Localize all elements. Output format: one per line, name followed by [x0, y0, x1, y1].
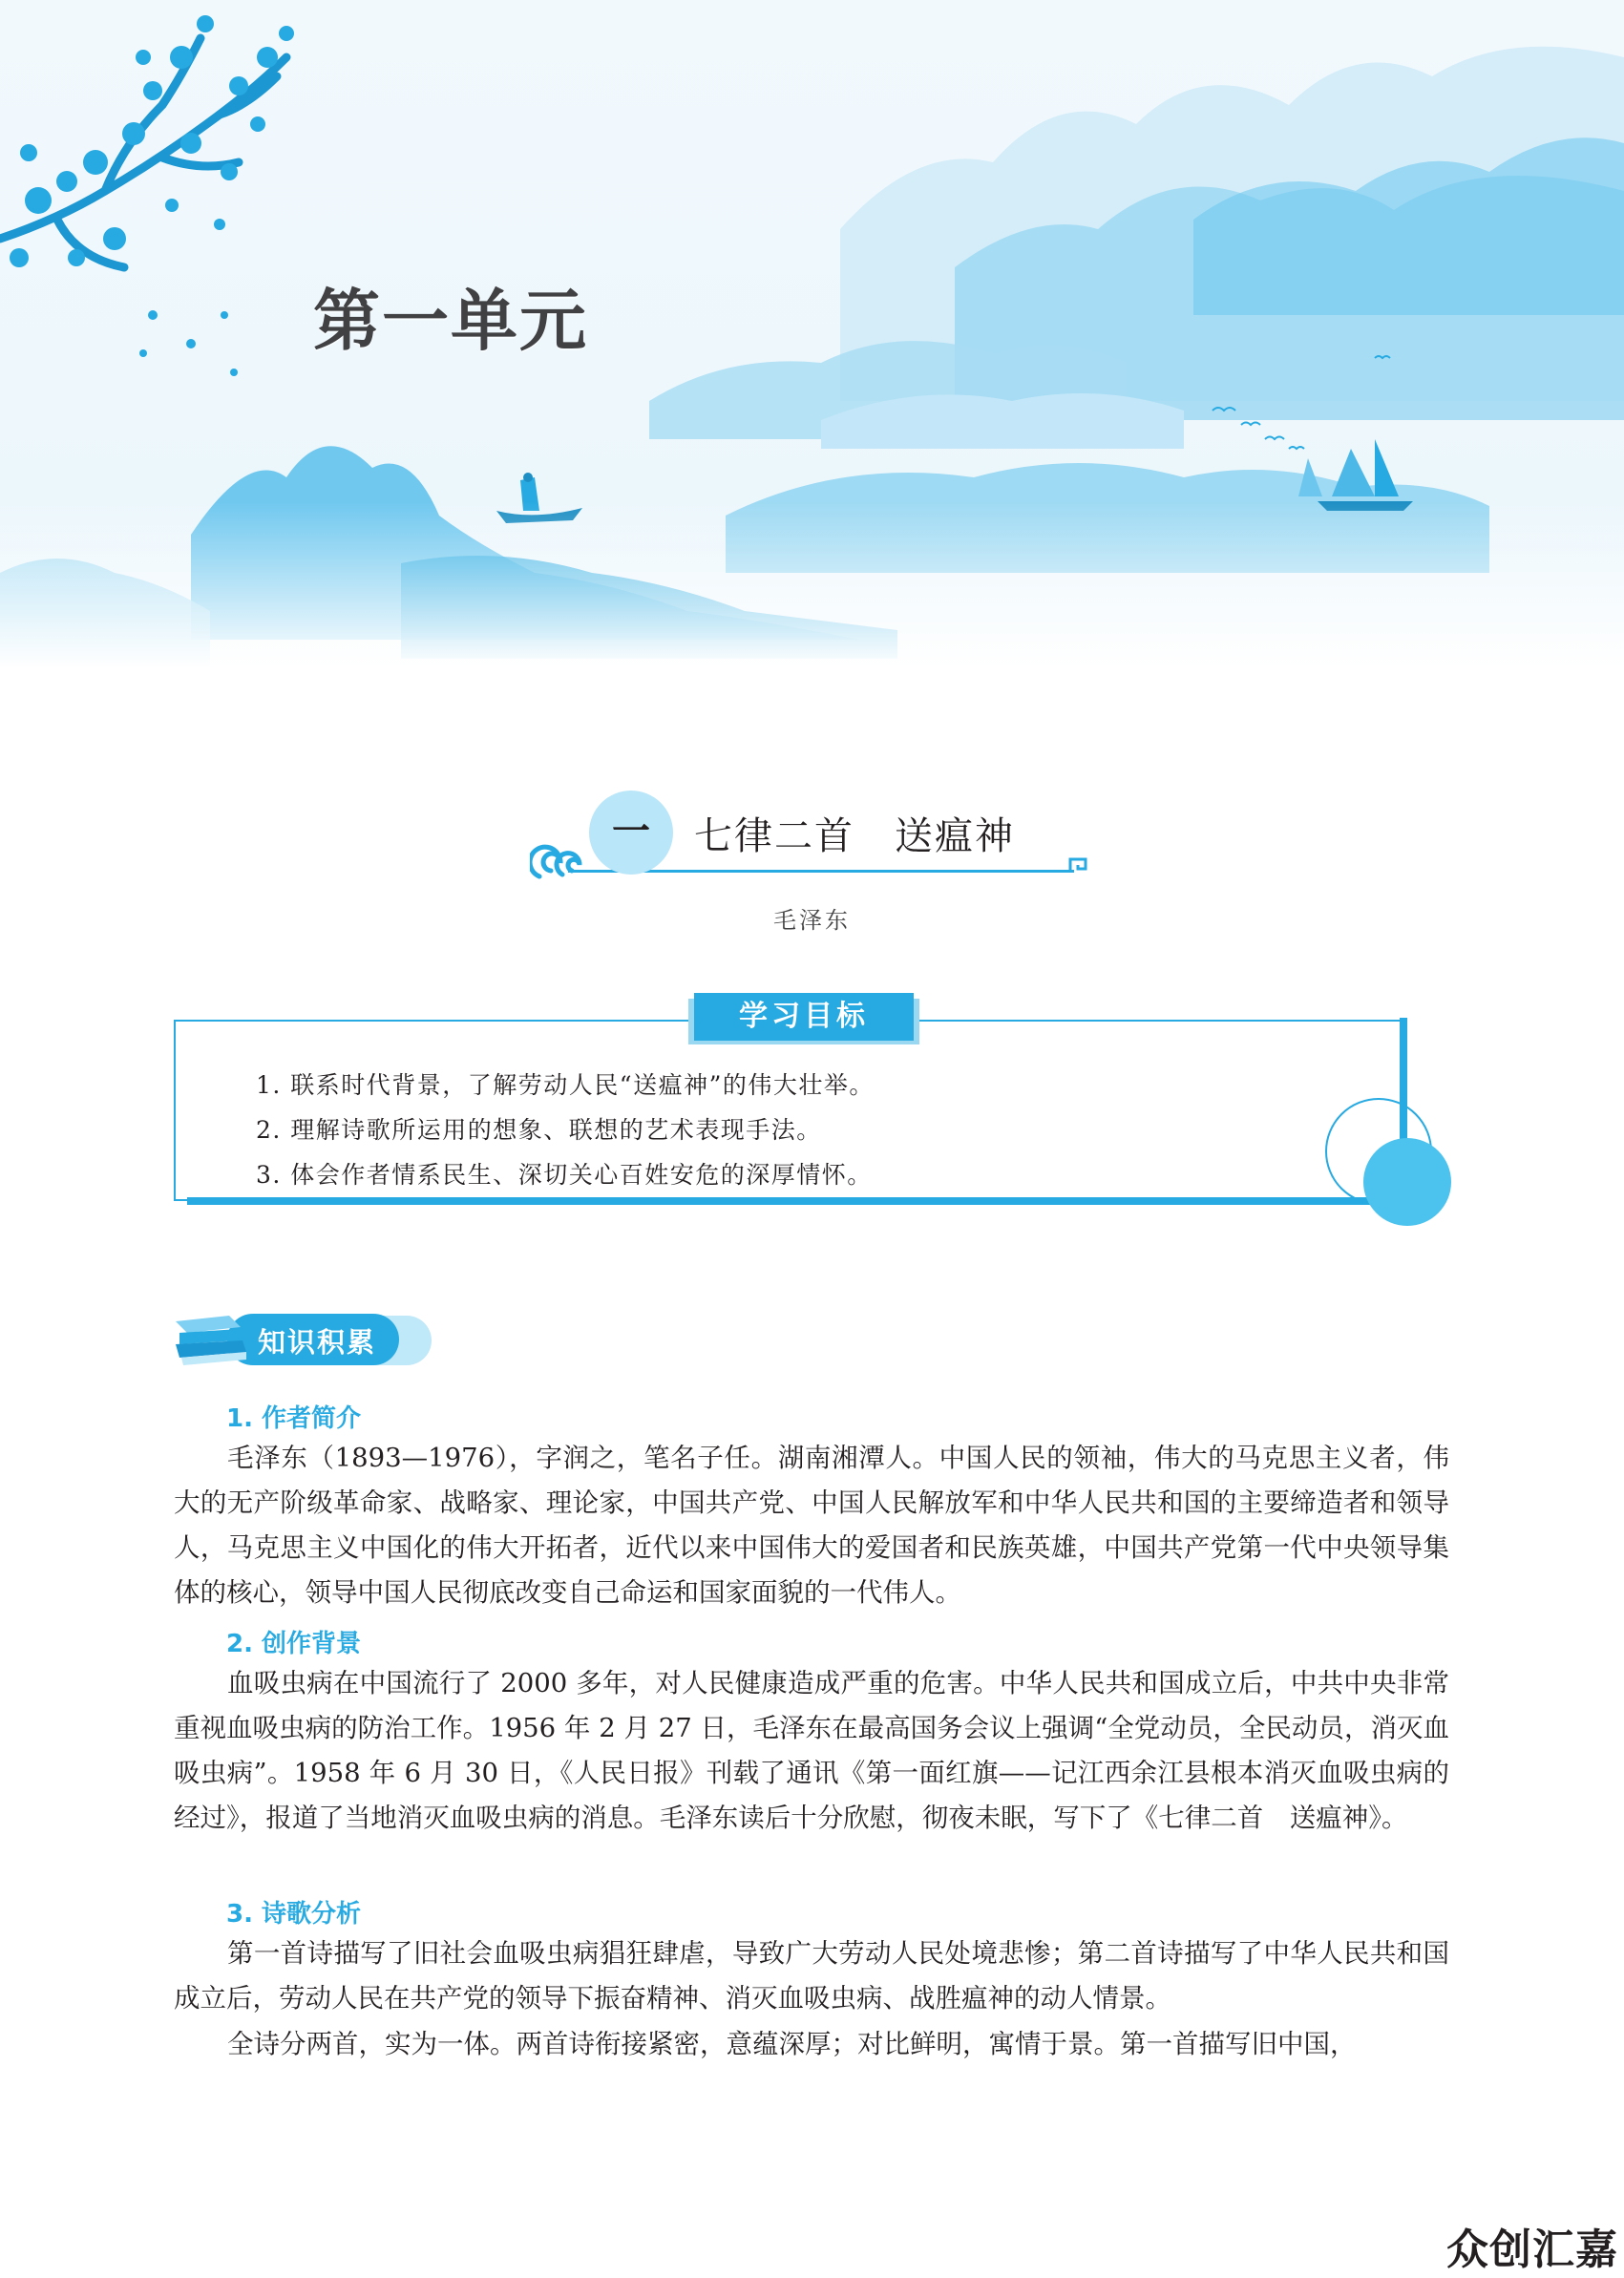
decorative-circle-filled — [1363, 1138, 1451, 1226]
goal-item: 3. 体会作者情系民生、深切关心百姓安危的深厚情怀。 — [256, 1161, 873, 1189]
learning-goals-label: 学习目标 — [694, 993, 914, 1041]
lesson-title: 七律二首 送瘟神 — [694, 814, 1015, 858]
books-icon — [170, 1308, 256, 1371]
goals-box-shadow — [187, 1197, 1409, 1205]
knowledge-label-text: 知识积累 — [258, 1326, 377, 1359]
landscape-illustration — [0, 0, 1624, 668]
author-name: 毛泽东 — [773, 907, 851, 934]
section-heading: 3. 诗歌分析 — [226, 1900, 362, 1929]
lesson-number: 一 — [589, 791, 673, 875]
paragraph: 第一首诗描写了旧社会血吸虫病猖狂肆虐，导致广大劳动人民处境悲惨；第二首诗描写了中华人民共和国成立后，劳动人民在共产党的领导下振奋精神、消灭血吸虫病、战胜瘟神的动人情景。 — [174, 1938, 1449, 2014]
corner-hook-icon — [1066, 855, 1089, 878]
watermark: 众创汇嘉 — [1446, 2225, 1618, 2274]
paragraph: 血吸虫病在中国流行了 2000 多年，对人民健康造成严重的危害。中华人民共和国成立后，中共中央非常重视血吸虫病的防治工作。1956 年 2 月 27 日，毛泽东在最高国务会议上强调“全党动员，全民动员，消灭血吸虫病”。1958 年 6 月 30 日，《人民日报》刊载了通讯《第一面红旗——记江西余江县根本消灭血吸虫病的经过》，报道了当地消灭血吸虫病的消息。毛泽东读后十分欣慰，彻夜未眠，写下了《七律二首 送瘟神》。 — [174, 1668, 1449, 1833]
paragraph: 全诗分两首，实为一体。两首诗衔接紧密，意蕴深厚；对比鲜明，寓情于景。第一首描写旧中国， — [227, 2029, 1357, 2059]
swirl-cloud-icon — [530, 838, 597, 896]
goal-item: 1. 联系时代背景，了解劳动人民“送瘟神”的伟大壮举。 — [256, 1071, 875, 1099]
section-heading: 1. 作者简介 — [226, 1404, 362, 1433]
knowledge-label — [170, 1308, 437, 1371]
unit-title: 第一单元 — [313, 281, 588, 360]
unit-banner — [0, 0, 1624, 668]
section-heading: 2. 创作背景 — [226, 1630, 362, 1658]
paragraph: 毛泽东（1893—1976），字润之，笔名子任。湖南湘潭人。中国人民的领袖，伟大的马克思主义者，伟大的无产阶级革命家、战略家、理论家，中国共产党、中国人民解放军和中华人民共和国的主要缔造者和领导人，马克思主义中国化的伟大开拓者，近代以来中国伟大的爱国者和民族英雄，中国共产党第一代中央领导集体的核心，领导中国人民彻底改变自己命运和国家面貌的一代伟人。 — [174, 1443, 1449, 1608]
lesson-heading — [530, 783, 1103, 888]
goal-item: 2. 理解诗歌所运用的想象、联想的艺术表现手法。 — [256, 1116, 822, 1144]
